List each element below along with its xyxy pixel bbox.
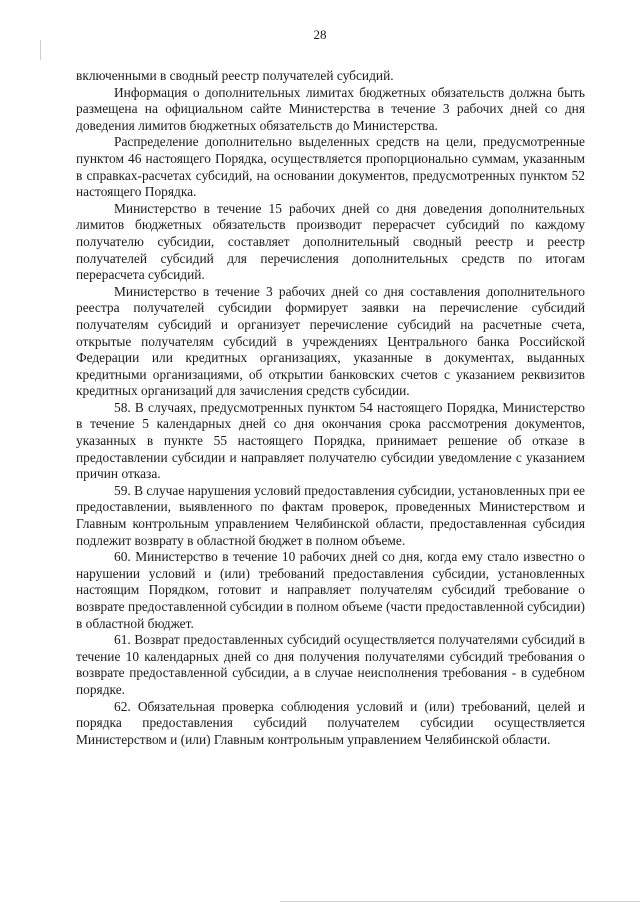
scan-edge-mark-bottom xyxy=(280,901,640,902)
scan-edge-mark-left xyxy=(40,40,41,60)
paragraph-transfer: Министерство в течение 3 рабочих дней со дня составления дополнительного реестра получателей субсидии формирует заявки на перечисление субсидий получателям субсидий и организует перечисление субсидий на расчетные счета, открытые получателям субсидий в учреждениях Центрального банка Российской Федерации или кредитных организациях, указанные в документах, выданных кредитными организациями, об открытии банковских счетов с указанием реквизитов кредитных организаций для зачисления средств субсидии. xyxy=(76,283,585,399)
paragraph-61: 61. Возврат предоставленных субсидий осуществляется получателями субсидий в течение 10 календарных дней со дня получения получателями субсидий требования о возврате предоставленной субсидии, а в случае неисполнения требования - в судебном порядке. xyxy=(76,632,585,697)
paragraph-distribution: Распределение дополнительно выделенных средств на цели, предусмотренные пунктом 46 настоящего Порядка, осуществляется пропорционально суммам, указанным в справках-расчетах субсидий, на основании документов, предусмотренных пунктом 52 настоящего Порядка. xyxy=(76,134,585,200)
paragraph-additional-limits: Информация о дополнительных лимитах бюджетных обязательств должна быть размещена на официальном сайте Министерства в течение 3 рабочих дней со дня доведения лимитов бюджетных обязательств до Министерства. xyxy=(76,84,585,133)
paragraph-recalculation: Министерство в течение 15 рабочих дней со дня доведения дополнительных лимитов бюджетных обязательств производит перерасчет субсидий по каждому получателю субсидии, составляет дополнительный сводный реестр и реестр получателей субсидий для перечисления дополнительных средств по итогам перерасчета субсидий. xyxy=(76,200,585,283)
paragraph-58: 58. В случаях, предусмотренных пунктом 54 настоящего Порядка, Министерство в течение 5 календарных дней со дня окончания срока рассмотрения документов, указанных в пункте 55 настоящего Порядка, принимает решение об отказе в предоставлении субсидии и направляет получателю субсидии уведомление с указанием причин отказа. xyxy=(76,399,585,482)
paragraph-60: 60. Министерство в течение 10 рабочих дней со дня, когда ему стало известно о нарушении условий и (или) требований предоставления субсидии, установленных настоящим Порядком, готовит и направляет получателям субсидий требование о возврате предоставленной субсидии в полном объеме (части предоставленной субсидии) в областной бюджет. xyxy=(76,549,585,631)
paragraph-59: 59. В случае нарушения условий предоставления субсидии, установленных при ее предоставлении, выявленного по фактам проверок, проведенных Министерством и Главным контрольным управлением Челябинской области, предоставленная субсидия подлежит возврату в областной бюджет в полном объеме. xyxy=(76,482,585,548)
paragraph-62: 62. Обязательная проверка соблюдения условий и (или) требований, целей и порядка предоставления субсидий получателем субсидии осуществляется Министерством и (или) Главным контрольным управлением Челябинской области. xyxy=(76,698,585,747)
page-number: 28 xyxy=(313,27,327,42)
document-body xyxy=(76,68,585,748)
paragraph-continuation: включенными в сводный реестр получателей субсидий. xyxy=(76,68,394,83)
